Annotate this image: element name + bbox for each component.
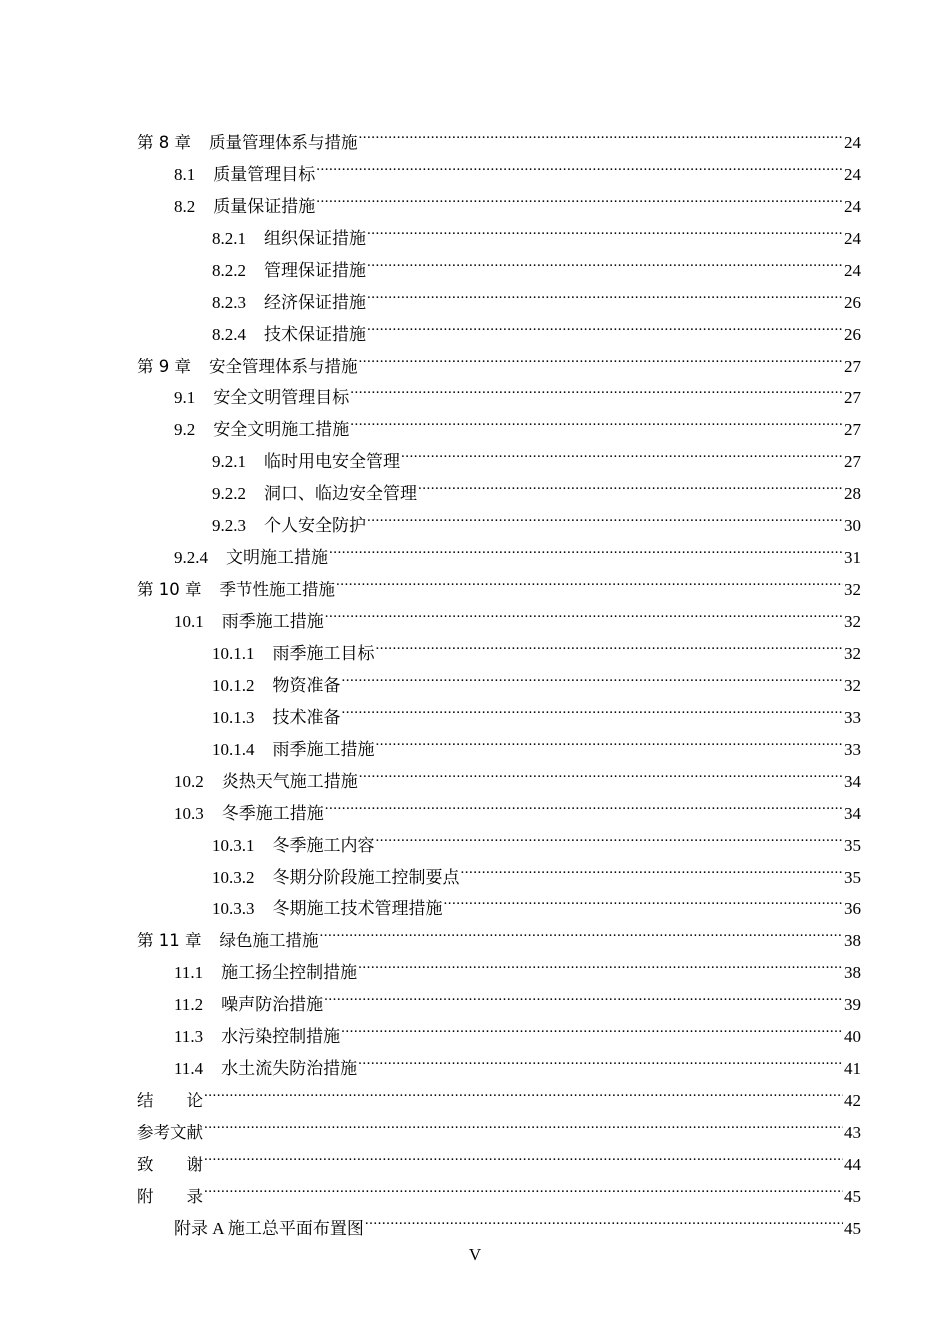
toc-entry-page: 27 xyxy=(844,356,861,376)
toc-entry-title: 临时用电安全管理 xyxy=(264,452,400,472)
toc-entry-number: 10.3.1 xyxy=(212,835,255,855)
toc-dot-leader xyxy=(204,1074,843,1106)
toc-entry-number: 8.2.2 xyxy=(212,260,246,280)
toc-entry-number: 11.2 xyxy=(174,995,204,1015)
toc-entry-title: 季节性施工措施 xyxy=(219,580,335,600)
toc-entry-page: 32 xyxy=(844,580,861,600)
toc-dot-leader xyxy=(341,1010,843,1042)
toc-entry-title: 安全文明管理目标 xyxy=(213,388,350,408)
toc-dot-leader xyxy=(444,883,844,915)
toc-entry-page: 41 xyxy=(844,1059,861,1079)
toc-entry-title: 质量管理目标 xyxy=(213,164,316,184)
toc-entry-number: 11.1 xyxy=(174,963,204,983)
toc-entry-page: 26 xyxy=(844,324,861,344)
toc-entry-page: 24 xyxy=(844,228,861,248)
toc-dot-leader xyxy=(204,1138,843,1170)
toc-entry[interactable] xyxy=(137,116,861,152)
toc-entry-title: 水土流失防治措施 xyxy=(221,1059,358,1079)
toc-entry-number: 11.4 xyxy=(174,1059,204,1079)
toc-entry-page: 33 xyxy=(844,707,861,727)
toc-dot-leader xyxy=(316,148,843,180)
toc-entry-page: 38 xyxy=(844,931,861,951)
toc-dot-leader xyxy=(320,914,844,946)
toc-dot-leader xyxy=(358,1042,843,1074)
toc-entry-number: 11.3 xyxy=(174,1027,204,1047)
toc-entry-page: 33 xyxy=(844,739,861,759)
toc-entry-title: 附录 A 施工总平面布置图 xyxy=(174,1218,364,1238)
toc-entry-page: 24 xyxy=(844,132,861,152)
toc-entry-title: 参考文献 xyxy=(137,1123,203,1142)
toc-entry[interactable] xyxy=(137,1170,861,1206)
toc-entry-number: 10.1.3 xyxy=(212,707,255,727)
toc-entry-page: 35 xyxy=(844,867,861,887)
toc-dot-leader xyxy=(358,946,843,978)
toc-entry-title: 炎热天气施工措施 xyxy=(221,771,358,791)
toc-dot-leader xyxy=(376,627,844,659)
toc-dot-leader xyxy=(350,403,843,435)
toc-entry-number: 10.3 xyxy=(174,803,204,823)
toc-dot-leader xyxy=(204,1170,843,1202)
toc-entry-number: 8.2.4 xyxy=(212,324,246,344)
toc-entry-page: 27 xyxy=(844,388,861,408)
toc-dot-leader xyxy=(204,1106,843,1138)
toc-entry-number: 8.1 xyxy=(174,164,196,184)
toc-entry-title: 致 谢 xyxy=(137,1154,203,1174)
toc-entry-number: 8.2.1 xyxy=(212,228,246,248)
toc-entry-number: 8.2.3 xyxy=(212,292,246,312)
toc-entry-title: 个人安全防护 xyxy=(264,516,366,536)
toc-entry-title: 冬期分阶段施工控制要点 xyxy=(272,867,460,887)
toc-entry-page: 27 xyxy=(844,452,861,472)
toc-dot-leader xyxy=(367,212,843,244)
toc-entry-title: 施工扬尘控制措施 xyxy=(221,963,358,983)
toc-dot-leader xyxy=(376,723,844,755)
toc-entry-number: 第 10 章 xyxy=(137,580,202,600)
toc-dot-leader xyxy=(342,659,844,691)
toc-entry-number: 8.2 xyxy=(174,196,196,216)
toc-entry-title: 附 录 xyxy=(137,1186,203,1206)
toc-entry-title: 冬季施工内容 xyxy=(272,835,375,855)
toc-entry-title: 经济保证措施 xyxy=(264,292,366,312)
toc-dot-leader xyxy=(342,691,844,723)
toc-entry-page: 27 xyxy=(844,420,861,440)
toc-entry-page: 32 xyxy=(844,643,861,663)
toc-entry-title: 技术准备 xyxy=(272,707,341,727)
toc-entry-number: 10.1.2 xyxy=(212,675,255,695)
toc-entry-title: 雨季施工措施 xyxy=(272,739,375,759)
toc-entry-page: 40 xyxy=(844,1027,861,1047)
toc-dot-leader xyxy=(367,499,843,531)
toc-entry-title: 质量保证措施 xyxy=(213,196,316,216)
toc-entry-number: 9.2.2 xyxy=(212,484,246,504)
toc-entry[interactable] xyxy=(137,1074,861,1111)
toc-entry-number: 10.3.3 xyxy=(212,899,255,919)
toc-entry-page: 43 xyxy=(844,1123,861,1142)
toc-dot-leader xyxy=(336,563,843,595)
toc-entry-title: 绿色施工措施 xyxy=(219,931,319,951)
toc-dot-leader xyxy=(461,851,844,883)
toc-entry-title: 水污染控制措施 xyxy=(221,1027,341,1047)
page-number: V xyxy=(468,1245,482,1264)
toc-entry-title: 管理保证措施 xyxy=(264,260,366,280)
toc-entry-page: 42 xyxy=(844,1091,861,1111)
toc-entry-page: 34 xyxy=(844,771,861,791)
toc-entry-number: 第 9 章 xyxy=(137,356,191,376)
toc-entry-number: 10.1.1 xyxy=(212,643,255,663)
toc-entry-title: 安全文明施工措施 xyxy=(213,420,350,440)
toc-dot-leader xyxy=(401,435,843,467)
toc-entry-page: 45 xyxy=(844,1218,861,1238)
toc-entry-number: 10.1 xyxy=(174,612,204,631)
toc-entry-page: 44 xyxy=(844,1154,861,1174)
toc-entry-number: 10.2 xyxy=(174,771,204,791)
toc-entry-page: 30 xyxy=(844,516,861,536)
toc-entry-page: 36 xyxy=(844,899,861,919)
toc-dot-leader xyxy=(316,180,843,212)
toc-entry-number: 9.2 xyxy=(174,420,196,440)
toc-entry[interactable] xyxy=(137,1202,861,1238)
toc-entry-page: 24 xyxy=(844,164,861,184)
toc-entry-number: 10.3.2 xyxy=(212,867,255,887)
toc-entry-page: 28 xyxy=(844,484,861,504)
toc-dot-leader xyxy=(359,340,844,372)
toc-dot-leader xyxy=(350,372,843,404)
toc-entry-title: 雨季施工措施 xyxy=(221,612,324,631)
toc-entry-title: 洞口、临边安全管理 xyxy=(264,484,417,504)
toc-dot-leader xyxy=(367,308,843,340)
toc-dot-leader xyxy=(325,595,843,627)
toc-entry-number: 9.2.1 xyxy=(212,452,246,472)
toc-entry-number: 9.1 xyxy=(174,388,196,408)
toc-dot-leader xyxy=(359,755,843,787)
toc-entry[interactable] xyxy=(137,1106,861,1142)
toc-entry-page: 34 xyxy=(844,803,861,823)
toc-dot-leader xyxy=(365,1202,843,1234)
toc-dot-leader xyxy=(359,116,844,148)
toc-entry-page: 35 xyxy=(844,835,861,855)
toc-entry[interactable] xyxy=(137,1138,861,1174)
toc-entry-number: 9.2.3 xyxy=(212,516,246,536)
toc-dot-leader xyxy=(367,244,843,276)
toc-entry-title: 冬期施工技术管理措施 xyxy=(272,899,443,919)
toc-entry-page: 24 xyxy=(844,260,861,280)
toc-entry-page: 24 xyxy=(844,196,861,216)
toc-entry-page: 39 xyxy=(844,995,861,1015)
toc-entry-title: 雨季施工目标 xyxy=(272,643,375,663)
toc-entry-page: 31 xyxy=(844,548,861,568)
toc-dot-leader xyxy=(376,819,844,851)
toc-entry-number: 第 8 章 xyxy=(137,132,191,152)
toc-dot-leader xyxy=(367,276,843,308)
toc-entry-page: 45 xyxy=(844,1186,861,1206)
toc-entry-title: 安全管理体系与措施 xyxy=(209,356,358,376)
toc-entry-title: 组织保证措施 xyxy=(264,228,366,248)
toc-entry-title: 噪声防治措施 xyxy=(221,995,324,1015)
toc-entry-title: 质量管理体系与措施 xyxy=(209,132,358,152)
toc-entry-title: 物资准备 xyxy=(272,675,341,695)
toc-entry-number: 9.2.4 xyxy=(174,548,208,568)
toc-entry-page: 38 xyxy=(844,963,861,983)
toc-entry-title: 结 论 xyxy=(137,1091,203,1111)
toc-entry-title: 文明施工措施 xyxy=(226,548,328,568)
toc-dot-leader xyxy=(329,531,843,563)
toc-entry-page: 32 xyxy=(844,612,861,631)
toc-entry-number: 第 11 章 xyxy=(137,931,202,951)
toc-dot-leader xyxy=(325,787,843,819)
toc-dot-leader xyxy=(418,467,843,499)
toc-entry-title: 冬季施工措施 xyxy=(221,803,324,823)
toc-dot-leader xyxy=(324,978,843,1010)
toc-entry-title: 技术保证措施 xyxy=(264,324,366,344)
toc-entry-number: 10.1.4 xyxy=(212,739,255,759)
toc-entry-page: 32 xyxy=(844,675,861,695)
table-of-contents xyxy=(137,116,861,1238)
toc-entry-page: 26 xyxy=(844,292,861,312)
